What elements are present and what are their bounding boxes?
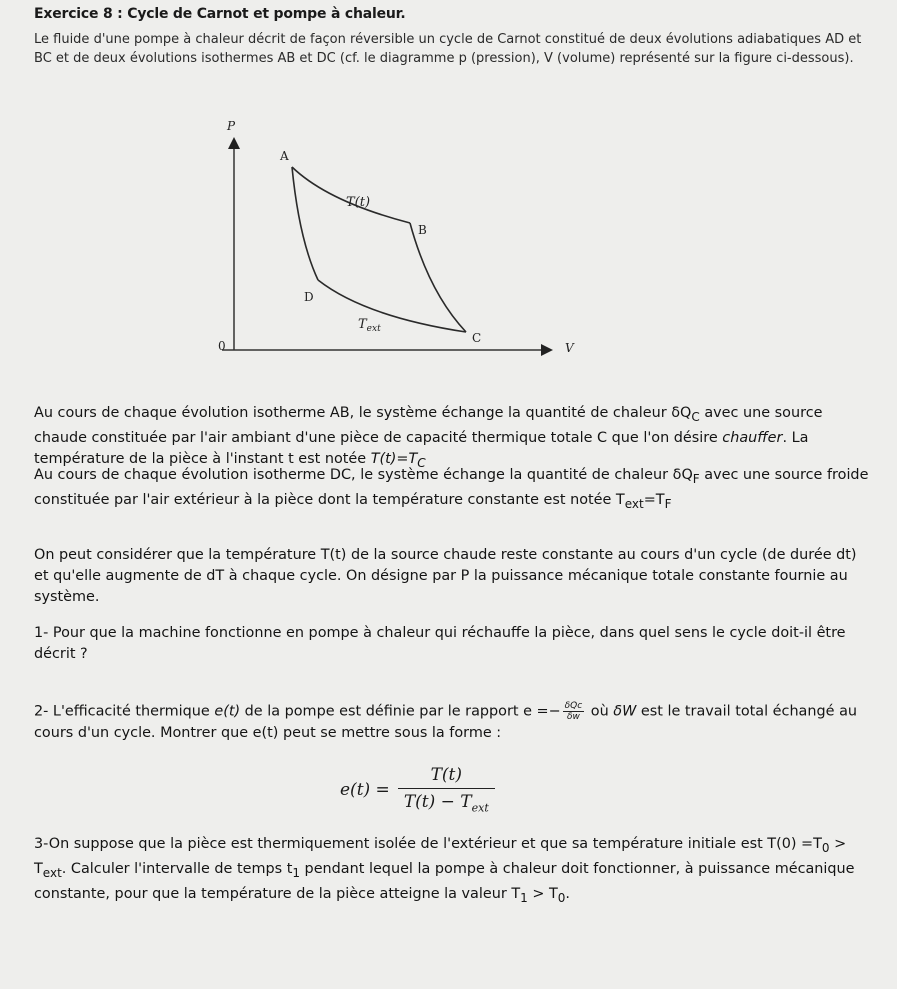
point-a-label: A — [280, 149, 289, 163]
paragraph-hot-source: Au cours de chaque évolution isotherme AB, le système échange la quantité de chaleur $\delta Q_C$ avec une source chaude constituée par l'air ambiant d'une pièce de capacité thermique totale C que l'on désire chauffer. La température de la pièce à l'instant t est notée $T(t)=T_C$ — [34, 405, 823, 470]
efficiency-formula: e(t) = $\frac{T(t)}{T(t) - T_{ext}}$ — [340, 760, 580, 820]
adiabatic-bc — [410, 223, 466, 332]
question-1: 1- Pour que la machine fonctionne en pompe à chaleur qui réchauffe la pièce, dans quel sens le cycle doit-il être décrit ? — [34, 625, 846, 662]
efficiency-ratio-fraction: $\frac{\text{δQc}}{\delta w}$ — [564, 701, 583, 722]
pv-diagram — [200, 110, 600, 370]
hot-temperature-label: T(t) — [346, 195, 371, 210]
intro-paragraph: Le fluide d'une pompe à chaleur décrit de façon réversible un cycle de Carnot constitué de deux évolutions adiabatiques AD et BC et de deux évolutions isothermes AB et DC (cf. le diagramme p (pression), V (volume) représenté sur la figure ci-dessous). — [34, 32, 862, 66]
point-d-label: D — [304, 290, 314, 304]
axis-label-v: V — [565, 341, 574, 355]
isotherm-dc — [318, 280, 466, 332]
paragraph-hypothesis: On peut considérer que la température T(t) de la source chaude reste constante au cours d'un cycle (de durée dt) et qu'elle augmente de dT à chaque cycle. On désigne par P la puissance mécanique totale constante fournie au système. — [34, 547, 857, 605]
point-c-label: C — [472, 331, 482, 345]
question-2: 2- L'efficacité thermique e(t) de la pompe est définie par le rapport e =− $\frac{\text{δQc}}{\delta w}$ où δW est le travail total échangé au cours d'un cycle. Montrer que e(t) peut se mettre sous la forme : — [34, 701, 858, 741]
origin-label: 0 — [218, 339, 226, 353]
exercise-title: Exercice 8 : Cycle de Carnot et pompe à chaleur. — [34, 6, 406, 22]
axis-label-p: P — [227, 119, 236, 133]
question-3: 3-On suppose que la pièce est thermiquement isolée de l'extérieur et que sa température initiale est $T(0) =T_0 > T_{ext}$. Calculer l'intervalle de temps $t_1$ pendant lequel la pompe à chaleur doit fonctionner, à puissance mécanique constante, pour que la température de la pièce atteigne la valeur $T_1 > T_0$. — [34, 836, 855, 905]
cold-temperature-label: $T_{ext}$ — [358, 317, 381, 334]
paragraph-cold-source: Au cours de chaque évolution isotherme DC, le système échange la quantité de chaleur $\delta Q_F$ avec une source froide constituée par l'air extérieur à la pièce dont la température constante est notée $T_{ext}=T_F$ — [34, 467, 869, 511]
point-b-label: B — [418, 223, 427, 237]
